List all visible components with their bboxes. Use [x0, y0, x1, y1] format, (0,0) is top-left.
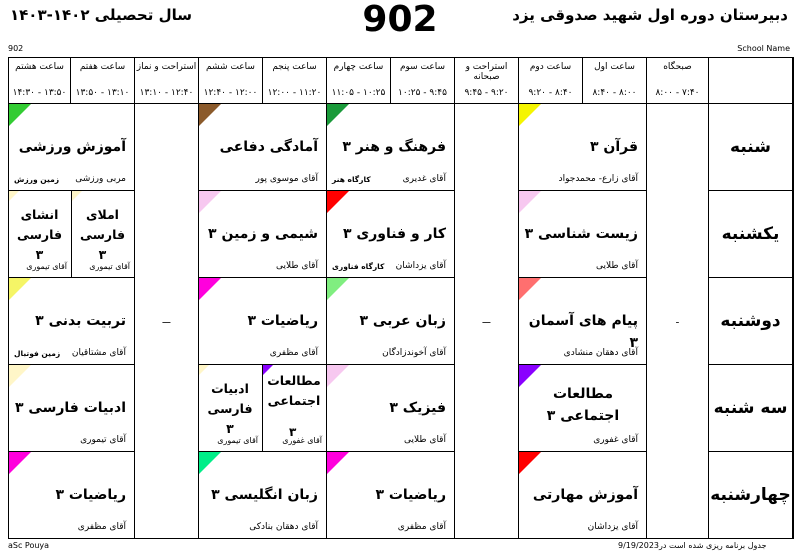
subject-color-marker [9, 278, 31, 300]
class-label: 902 [8, 44, 24, 53]
period-time: ۷:۴۰ - ۸:۰۰ [655, 88, 700, 98]
teacher-name: آقای تیموری [217, 436, 258, 445]
subject-name: زبان انگلیسی ۳ [211, 487, 318, 503]
subject-name: پیام های آسمان ۳ [528, 313, 638, 351]
subject-name: زبان عربی ۳ [359, 313, 446, 329]
period-time: ۱۲:۰۰ - ۱۲:۴۰ [203, 88, 258, 98]
period-header-assembly [647, 58, 709, 104]
subject-name: فیزیک ۳ [389, 400, 446, 416]
lesson-tuesday-5b[interactable] [199, 365, 263, 452]
teacher-name: آقای تیموری [89, 262, 130, 271]
lesson-saturday-5[interactable] [199, 104, 327, 191]
teacher-name: آقای آخوندزادگان [382, 348, 446, 358]
corner-cell [709, 58, 793, 104]
assembly-column: ـ [647, 104, 709, 538]
subject-color-marker [199, 278, 221, 300]
subject-color-marker [519, 452, 541, 474]
subject-color-marker [327, 104, 349, 126]
subject-color-marker [9, 104, 31, 126]
subject-color-marker [199, 452, 221, 474]
lesson-tuesday-5a[interactable] [263, 365, 327, 452]
period-header-5 [263, 58, 327, 104]
subject-color-marker [327, 278, 349, 300]
teacher-name: آقای یزداشان [587, 522, 638, 532]
period-name: صبحگاه [663, 62, 692, 72]
lesson-wednesday-1[interactable] [519, 452, 647, 538]
subject-name: املای فارسی ۳ [79, 207, 125, 262]
lesson-sunday-1[interactable] [519, 191, 647, 278]
period-name: ساعت ششم [206, 62, 255, 72]
subject-color-marker [199, 191, 221, 213]
lesson-wednesday-3[interactable] [327, 452, 455, 538]
lesson-saturday-3[interactable] [327, 104, 455, 191]
day-monday: دوشنبه [709, 278, 793, 365]
period-time: ۱۳:۱۰ - ۱۳:۵۰ [75, 88, 130, 98]
lesson-tuesday-3[interactable] [327, 365, 455, 452]
teacher-name: آقای مظفری [397, 522, 446, 532]
subject-name: ادبیات فارسی ۳ [15, 400, 126, 416]
period-name: ساعت پنجم [272, 62, 317, 72]
teacher-name: آقای غفوری [593, 435, 638, 445]
teacher-name: آقای غفوری [282, 436, 322, 445]
teacher-name: آقای طلایی [404, 435, 446, 445]
subject-color-marker [327, 452, 349, 474]
subject-color-marker [519, 191, 541, 213]
lesson-saturday-7[interactable] [9, 104, 135, 191]
subject-name: ریاضیات ۳ [375, 487, 446, 503]
room-name: کارگاه فناوری [332, 262, 385, 271]
subject-name: قرآن ۳ [589, 139, 638, 155]
school-label: School Name [737, 44, 790, 53]
period-header-4 [327, 58, 391, 104]
teacher-name: آقای تیموری [80, 435, 126, 445]
period-header-8 [9, 58, 71, 104]
teacher-name: آقای زارع- محمدجواد [558, 174, 638, 184]
subject-name: مطالعات اجتماعی ۳ [546, 386, 620, 424]
subject-name: شیمی و زمین ۳ [208, 226, 318, 242]
period-header-break-1 [455, 58, 519, 104]
period-name: استراحت و صبحانه [465, 62, 508, 82]
lesson-wednesday-5[interactable] [199, 452, 327, 538]
subject-name: آموزش مهارتی [532, 487, 638, 503]
room-name: زمین فوتبال [14, 349, 61, 358]
period-header-2 [519, 58, 583, 104]
teacher-name: آقای مظفری [269, 348, 318, 358]
teacher-name: آقای مشتاقیان [71, 348, 126, 358]
period-name: ساعت هشتم [15, 62, 64, 72]
day-saturday: شنبه [709, 104, 793, 191]
lesson-saturday-1[interactable] [519, 104, 647, 191]
school-name: دبیرستان دوره اول شهید صدوقی یزد [512, 6, 788, 24]
teacher-name: آقای یزداشان [395, 261, 446, 271]
subject-color-marker [519, 278, 541, 300]
subject-color-marker [327, 191, 349, 213]
subject-color-marker [9, 191, 19, 201]
day-wednesday: چهارشنبه [709, 452, 793, 538]
period-name: ساعت اول [594, 62, 635, 72]
lesson-monday-3[interactable] [327, 278, 455, 365]
subject-name: تربیت بدنی ۳ [35, 313, 126, 329]
subject-color-marker [72, 191, 82, 201]
teacher-name: آقای تیموری [26, 262, 67, 271]
period-time: ۹:۴۵ - ۱۰:۲۵ [398, 88, 447, 98]
subject-name: ریاضیات ۳ [55, 487, 126, 503]
period-name: ساعت دوم [529, 62, 572, 72]
period-time: ۱۱:۲۰ - ۱۲:۰۰ [267, 88, 322, 98]
room-name: کارگاه هنر [332, 175, 371, 184]
teacher-name: آقای طلایی [276, 261, 318, 271]
subject-name: زیست شناسی ۳ [524, 226, 638, 242]
day-tuesday: سه شنبه [709, 365, 793, 452]
subject-name: ریاضیات ۳ [247, 313, 318, 329]
period-name: ساعت هفتم [79, 62, 126, 72]
day-sunday: یکشنبه [709, 191, 793, 278]
timetable-grid [8, 57, 794, 539]
subject-color-marker [327, 365, 349, 387]
subject-color-marker [9, 365, 31, 387]
period-time: ۸:۴۰ - ۹:۲۰ [528, 88, 573, 98]
generated-date: جدول برنامه ریزی شده است در9/19/2023 [618, 541, 767, 550]
lesson-wednesday-7[interactable] [9, 452, 135, 538]
lesson-tuesday-7[interactable] [9, 365, 135, 452]
teacher-name: آقای طلایی [596, 261, 638, 271]
period-header-7 [71, 58, 135, 104]
subject-color-marker [199, 365, 209, 375]
teacher-name: آقای مظفری [77, 522, 126, 532]
subject-color-marker [9, 452, 31, 474]
subject-color-marker [199, 104, 221, 126]
lesson-sunday-3[interactable] [327, 191, 455, 278]
period-time: ۹:۲۰ - ۹:۴۵ [464, 88, 509, 98]
period-name: استراحت و نماز [136, 62, 197, 72]
period-time: ۱۲:۴۰ - ۱۳:۱۰ [139, 88, 194, 98]
period-header-3 [391, 58, 455, 104]
lesson-sunday-5[interactable] [199, 191, 327, 278]
subject-name: ادبیات فارسی ۳ [207, 381, 253, 436]
period-time: ۱۳:۵۰ - ۱۴:۳۰ [12, 88, 67, 98]
period-name: ساعت چهارم [333, 62, 384, 72]
subject-name: انشای فارسی ۳ [16, 207, 62, 262]
teacher-name: آقای غدیری [402, 174, 446, 184]
teacher-name: آقای دهقان بنادکی [249, 522, 318, 532]
period-time: ۱۰:۲۵ - ۱۱:۰۵ [331, 88, 386, 98]
lesson-monday-1[interactable] [519, 278, 647, 365]
class-title: 902 [362, 0, 438, 40]
subject-name: آموزش ورزشی [18, 139, 126, 155]
period-header-6 [199, 58, 263, 104]
subject-name: مطالعات اجتماعی [267, 373, 321, 408]
teacher-name: آقای موسوی پور [255, 174, 318, 184]
lesson-tuesday-1[interactable] [519, 365, 647, 452]
grade-number: ۳ [289, 425, 297, 439]
subject-name: کار و فناوری ۳ [342, 226, 446, 242]
software-name: aSc Pouya [8, 541, 50, 550]
period-time: ۸:۰۰ - ۸:۴۰ [592, 88, 637, 98]
room-name: زمین ورزش [14, 175, 60, 184]
academic-year: سال تحصیلی ۱۴۰۲-۱۴۰۳ [10, 6, 192, 24]
lesson-monday-5[interactable] [199, 278, 327, 365]
period-header-1 [583, 58, 647, 104]
lesson-sunday-7a[interactable] [72, 191, 135, 278]
subject-color-marker [519, 104, 541, 126]
lesson-monday-7[interactable] [9, 278, 135, 365]
teacher-name: آقای دهقان منشادی [563, 348, 638, 358]
subject-name: فرهنگ و هنر ۳ [342, 139, 446, 155]
subject-name: آمادگی دفاعی [219, 139, 318, 155]
break-column-2: ـــ [135, 104, 199, 538]
lesson-sunday-7b[interactable] [9, 191, 72, 278]
break-column-1: ـــ [455, 104, 519, 538]
teacher-name: مربی ورزشی [75, 174, 126, 184]
period-name: ساعت سوم [399, 62, 446, 72]
period-header-break-2 [135, 58, 199, 104]
